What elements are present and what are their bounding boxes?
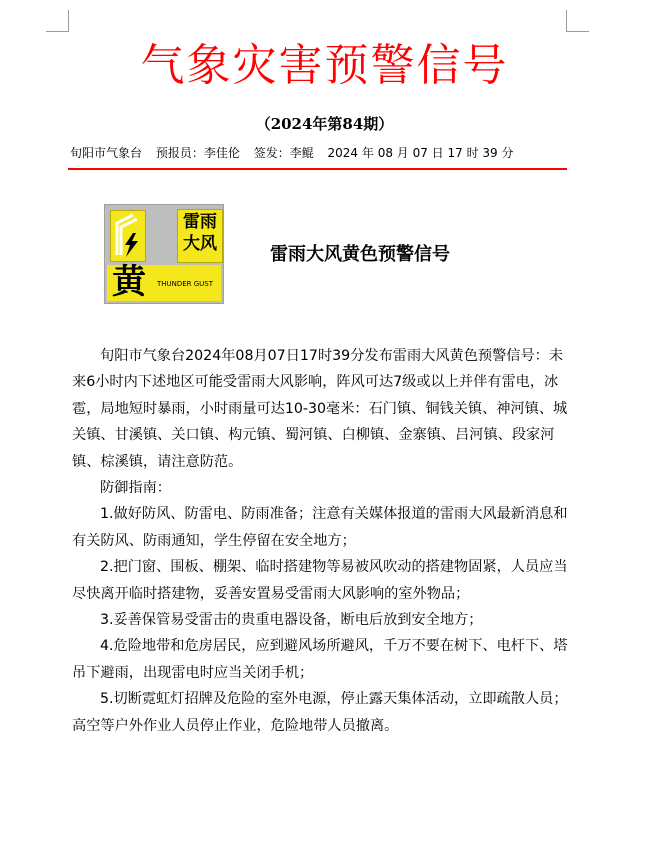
guide-title: 防御指南： [100, 480, 171, 497]
crop-mark-top-right [566, 10, 567, 32]
warning-paragraph: 旬阳市气象台2024年08月07日17时39分发布雷雨大风黄色预警信号：未来6小时内下述地区可能受雷雨大风影响，阵风可达7级或以上并伴有雷电，冰雹，局地短时暴雨，小时雨量可达10-30毫米：石门镇、铜钱关镇、神河镇、城关镇、甘溪镇、关口镇、构元镇、蜀河镇、白柳镇、金寨镇、吕河镇、段家河镇、棕溪镇，请注意防范。 [72, 348, 568, 470]
crop-mark-top-left [46, 31, 69, 32]
thunder-gust-warning-icon [104, 204, 224, 304]
issue-number: （2024年第84期） [255, 115, 394, 133]
issuer-line [70, 144, 570, 162]
guide-item: 3.妥善保管易受雷击的贵重电器设备，断电后放到安全地方； [100, 612, 483, 629]
warning-body [72, 343, 570, 739]
issue-datetime: 2024 年 08 月 07 日 17 时 39 分 [327, 146, 514, 160]
guide-item: 1.做好防风、防雷电、防雨准备；注意有关媒体报道的雷雨大风最新消息和有关防风、防雨通知，学生停留在安全地方； [72, 506, 568, 549]
warning-heading: 雷雨大风黄色预警信号 [270, 244, 450, 265]
document-title: 气象灾害预警信号 [140, 40, 509, 91]
guide-item: 2.把门窗、围板、棚架、临时搭建物等易被风吹动的搭建物固紧，人员应当尽快离开临时搭建物，妥善安置易受雷雨大风影响的室外物品； [72, 559, 568, 602]
guide-item: 5.切断霓虹灯招牌及危险的室外电源，停止露天集体活动，立即疏散人员；高空等户外作业人员停止作业，危险地带人员撤离。 [72, 691, 568, 734]
signer: 签发：李鲲 [253, 146, 314, 160]
lightning-bolt-icon [110, 210, 146, 262]
header-divider [68, 168, 567, 170]
warning-type-en: THUNDER GUST [156, 280, 214, 288]
warning-type-label: 雷雨大风 [183, 212, 217, 254]
crop-mark-top-right [566, 31, 589, 32]
forecaster: 预报员：李佳伦 [155, 146, 240, 160]
issuer: 旬阳市气象台 [70, 146, 143, 160]
crop-mark-top-left [68, 10, 69, 32]
guide-item: 4.危险地带和危房居民，应到避风场所避风，千万不要在树下、电杆下、塔吊下避雨，出现雷电时应当关闭手机； [72, 638, 568, 681]
warning-level: 黄 [112, 262, 146, 302]
